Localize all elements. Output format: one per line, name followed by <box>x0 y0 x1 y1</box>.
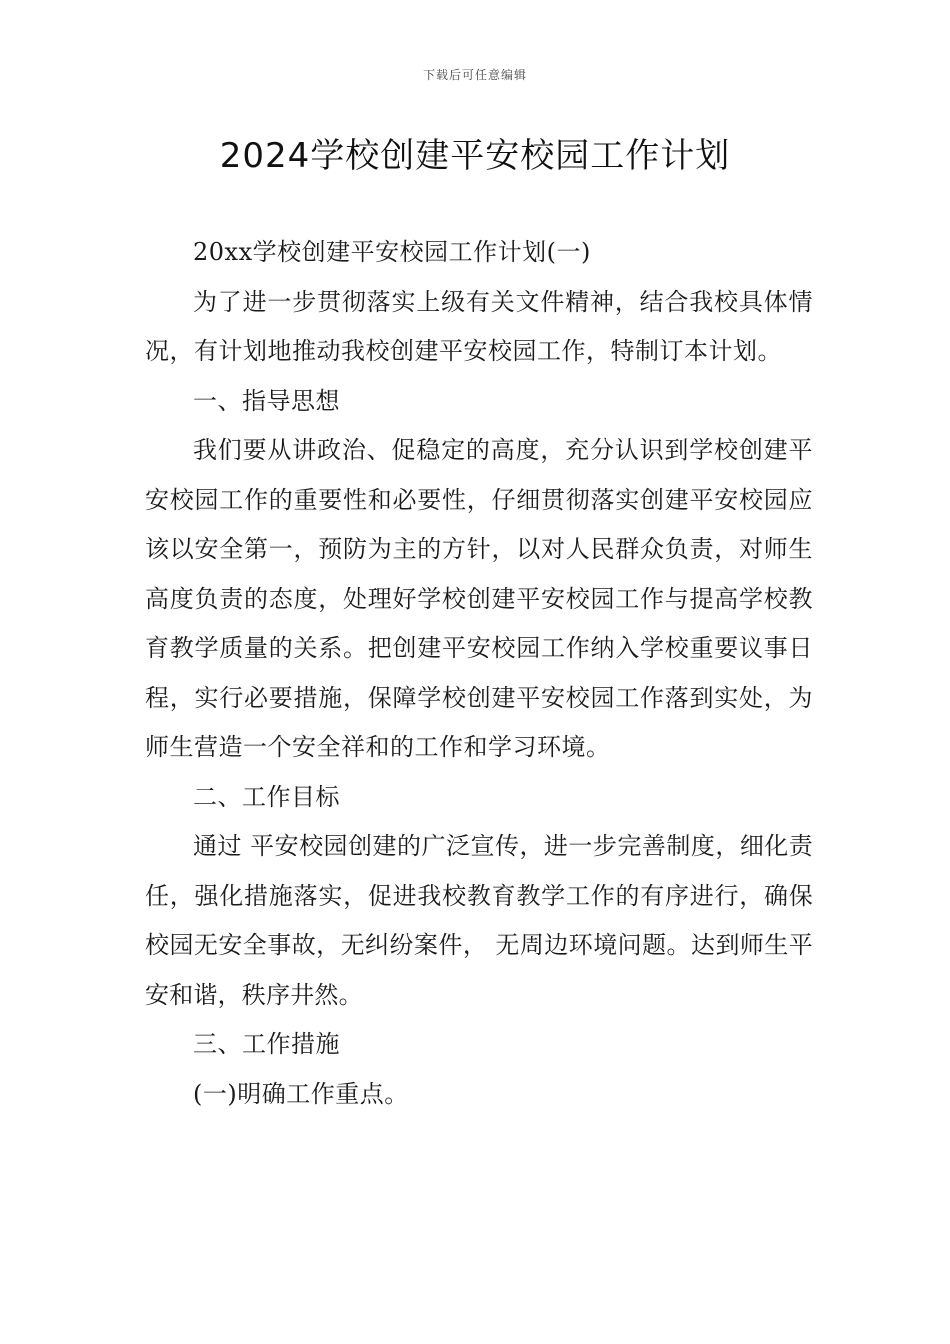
document-title: 2024学校创建平安校园工作计划 <box>219 136 731 176</box>
header-note: 下载后可任意编辑 <box>422 68 527 82</box>
intro-paragraph: 为了进一步贯彻落实上级有关文件精神，结合我校具体情况，有计划地推动我校创建平安校园工作，特制订本计划。 <box>145 287 813 365</box>
document-body <box>145 228 813 1119</box>
work-goals-paragraph: 通过 平安校园创建的广泛宣传，进一步完善制度，细化责任，强化措施落实，促进我校教育教学工作的有序进行，确保校园无安全事故，无纠纷案件， 无周边环境问题。达到师生平安和谐，秩序井然。 <box>145 832 813 1009</box>
section-heading-work-goals: 二、工作目标 <box>193 782 340 811</box>
subtitle-paragraph: 20xx学校创建平安校园工作计划(一) <box>193 238 591 266</box>
subsection-heading-work-focus: (一)明确工作重点。 <box>193 1079 409 1108</box>
section-heading-work-measures: 三、工作措施 <box>193 1030 340 1058</box>
guiding-ideology-paragraph: 我们要从讲政治、促稳定的高度，充分认识到学校创建平安校园工作的重要性和必要性，仔细贯彻落实创建平安校园应该以安全第一，预防为主的方针，以对人民群众负责，对师生高度负责的态度，处理好学校创建平安校园工作与提高学校教育教学质量的关系。把创建平安校园工作纳入学校重要议事日程，实行必要措施，保障学校创建平安校园工作落到实处，为师生营造一个安全祥和的工作和学习环境。 <box>145 436 813 761</box>
section-heading-guiding-ideology: 一、指导思想 <box>193 386 340 415</box>
